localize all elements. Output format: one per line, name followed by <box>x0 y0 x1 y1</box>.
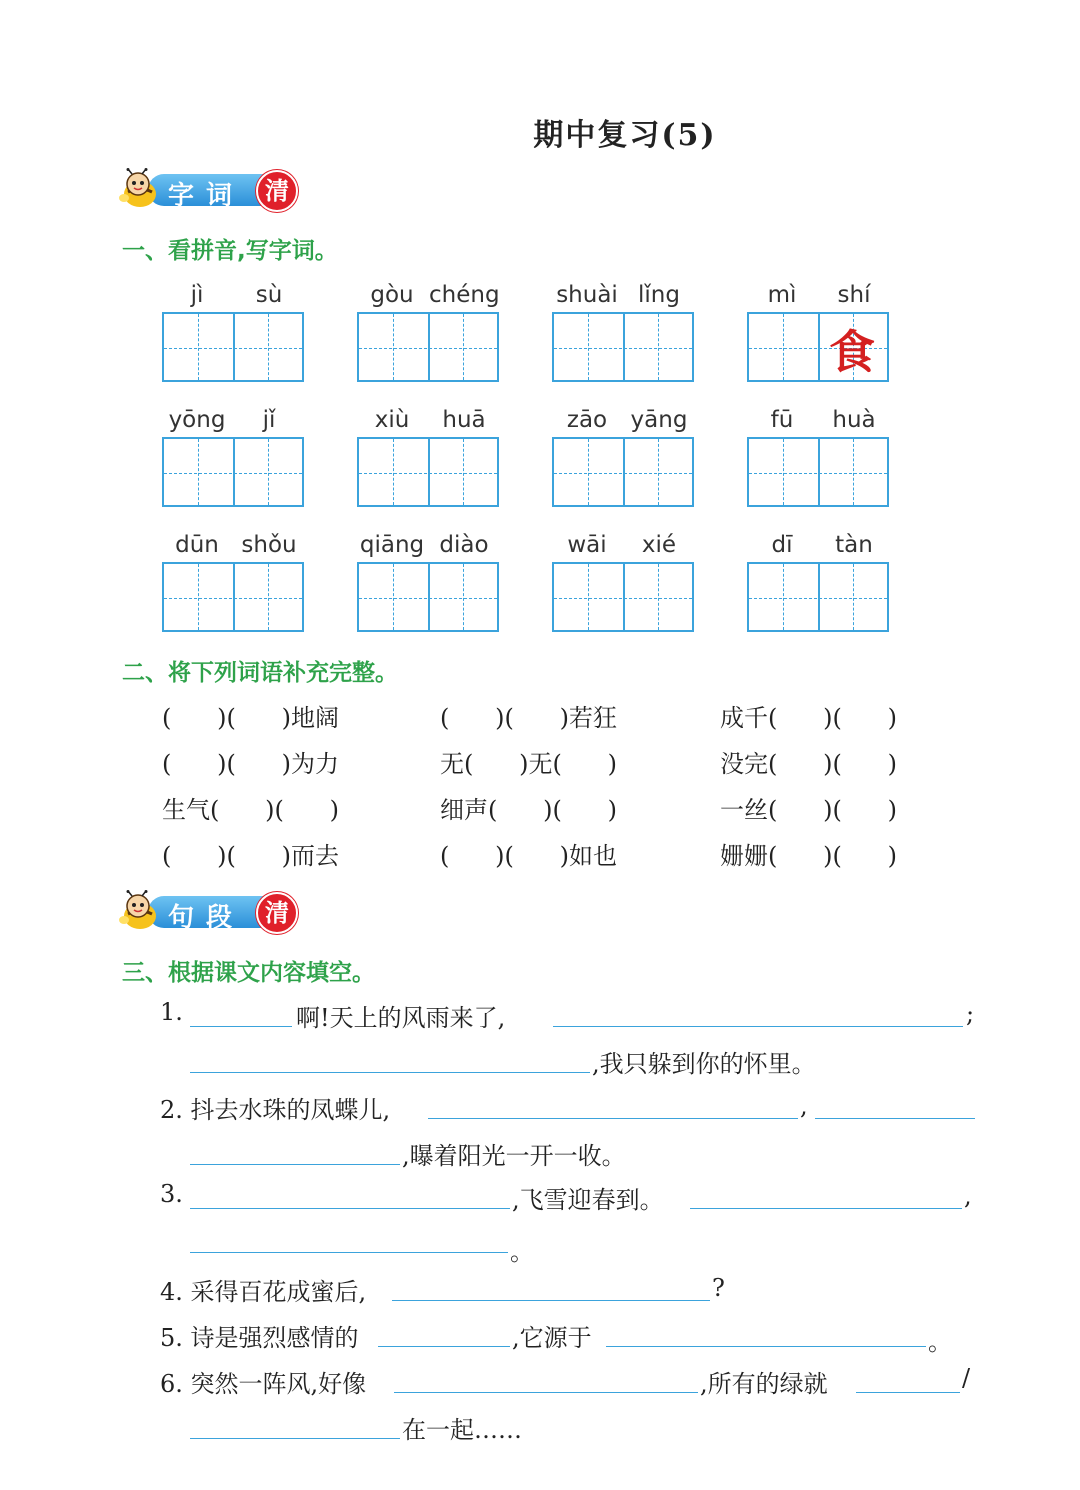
idiom-item[interactable]: 成千( )( ) <box>720 704 897 732</box>
q1-blank-3[interactable] <box>190 1072 590 1073</box>
grid-guide <box>588 439 589 505</box>
tianzige-box[interactable] <box>162 437 304 507</box>
grid-divider <box>818 564 820 630</box>
idiom-item[interactable]: ( )( )若狂 <box>440 704 617 732</box>
section-heading-pinyin: 一、看拼音,写字词。 <box>122 238 338 264</box>
tianzige-box[interactable] <box>552 312 694 382</box>
grid-divider <box>233 439 235 505</box>
q2-text-2: ,曝着阳光一开一收。 <box>402 1142 626 1170</box>
badge-seal: 清 <box>256 170 298 212</box>
section-heading-complete-words: 二、将下列词语补充完整。 <box>122 660 398 686</box>
tianzige-box[interactable] <box>747 562 889 632</box>
grid-divider <box>233 314 235 380</box>
grid-divider <box>818 314 820 380</box>
pinyin-syllable: gòu <box>370 282 414 308</box>
grid-guide <box>463 314 464 380</box>
q5-text-2: ,它源于 <box>512 1324 592 1352</box>
q6-blank-3[interactable] <box>190 1438 400 1439</box>
grid-guide <box>853 439 854 505</box>
grid-guide <box>359 473 497 474</box>
sample-character: 食 <box>829 325 875 379</box>
tianzige-box[interactable] <box>357 312 499 382</box>
grid-guide <box>554 348 692 349</box>
grid-guide <box>783 564 784 630</box>
pinyin-syllable: dūn <box>175 532 219 558</box>
pinyin-syllable: xié <box>641 532 677 558</box>
page-title: 期中复习(5) <box>533 118 717 153</box>
idiom-item[interactable]: 生气( )( ) <box>162 796 339 824</box>
q3-number: 3. <box>160 1180 183 1208</box>
pinyin-syllable: chéng <box>429 282 500 308</box>
grid-guide <box>393 314 394 380</box>
grid-guide <box>164 598 302 599</box>
tianzige-box[interactable] <box>552 562 694 632</box>
grid-guide <box>554 473 692 474</box>
q1-punct: ; <box>966 1000 975 1028</box>
q3-blank-2[interactable] <box>690 1208 962 1209</box>
pinyin-syllable: shí <box>837 282 871 308</box>
q5-blank-1[interactable] <box>378 1346 510 1347</box>
grid-guide <box>198 439 199 505</box>
q3-blank-3[interactable] <box>190 1252 508 1253</box>
grid-guide <box>783 439 784 505</box>
q3-text: ,飞雪迎春到。 <box>512 1186 664 1214</box>
grid-guide <box>359 348 497 349</box>
grid-guide <box>268 439 269 505</box>
q2-blank-2[interactable] <box>815 1118 975 1119</box>
idiom-item[interactable]: ( )( )地阔 <box>162 704 339 732</box>
idiom-item[interactable]: 无( )无( ) <box>440 750 617 778</box>
tianzige-box[interactable] <box>162 562 304 632</box>
q6-text-2: ,所有的绿就 <box>700 1370 828 1398</box>
grid-guide <box>393 564 394 630</box>
pinyin-syllable: lǐng <box>638 282 680 308</box>
tianzige-box[interactable] <box>162 312 304 382</box>
bee-mascot-icon <box>118 890 160 932</box>
pinyin-syllable: shuài <box>556 282 618 308</box>
q4-text: 4. 采得百花成蜜后, <box>160 1278 367 1306</box>
grid-divider <box>428 314 430 380</box>
grid-guide <box>658 564 659 630</box>
q5-blank-2[interactable] <box>606 1346 926 1347</box>
grid-guide <box>268 314 269 380</box>
idiom-item[interactable]: ( )( )而去 <box>162 842 339 870</box>
q6-slash: / <box>962 1364 971 1392</box>
grid-divider <box>623 564 625 630</box>
pinyin-syllable: wāi <box>567 532 607 558</box>
q2-blank-3[interactable] <box>190 1164 400 1165</box>
idiom-item[interactable]: 一丝( )( ) <box>720 796 897 824</box>
grid-guide <box>463 564 464 630</box>
grid-guide <box>853 564 854 630</box>
grid-guide <box>164 473 302 474</box>
grid-divider <box>818 439 820 505</box>
section-badge-words <box>118 164 308 214</box>
tianzige-box[interactable] <box>747 437 889 507</box>
section-badge-sentences <box>118 886 308 936</box>
q3-blank-1[interactable] <box>190 1208 510 1209</box>
q1-number: 1. <box>160 998 183 1026</box>
pinyin-syllable: dī <box>771 532 793 558</box>
grid-guide <box>164 348 302 349</box>
grid-guide <box>588 314 589 380</box>
q4-blank-1[interactable] <box>392 1300 710 1301</box>
q3-end: 。 <box>510 1238 534 1266</box>
grid-guide <box>749 598 887 599</box>
q5-end: 。 <box>928 1328 952 1356</box>
tianzige-box[interactable] <box>747 312 889 382</box>
grid-guide <box>198 564 199 630</box>
grid-guide <box>268 564 269 630</box>
grid-divider <box>428 439 430 505</box>
grid-guide <box>198 314 199 380</box>
tianzige-box[interactable] <box>552 437 694 507</box>
grid-guide <box>658 439 659 505</box>
grid-divider <box>623 439 625 505</box>
grid-divider <box>623 314 625 380</box>
grid-divider <box>233 564 235 630</box>
grid-guide <box>359 598 497 599</box>
q6-blank-1[interactable] <box>394 1392 698 1393</box>
pinyin-syllable: shǒu <box>241 532 297 558</box>
pinyin-syllable: yāng <box>630 407 688 433</box>
grid-guide <box>658 314 659 380</box>
idiom-item[interactable]: ( )( )如也 <box>440 842 617 870</box>
pinyin-syllable: jǐ <box>262 407 276 433</box>
grid-divider <box>428 564 430 630</box>
q1-blank-2[interactable] <box>553 1026 963 1027</box>
section-heading-fill-text: 三、根据课文内容填空。 <box>122 960 375 986</box>
badge-text: 句段 <box>168 903 245 933</box>
q1-blank-1[interactable] <box>190 1026 292 1027</box>
grid-guide <box>783 314 784 380</box>
q6-blank-2[interactable] <box>856 1392 960 1393</box>
pinyin-syllable: jì <box>190 282 204 308</box>
q2-blank-1[interactable] <box>428 1118 798 1119</box>
idiom-item[interactable]: 姗姗( )( ) <box>720 842 897 870</box>
tianzige-box[interactable] <box>357 437 499 507</box>
grid-guide <box>393 439 394 505</box>
tianzige-box[interactable] <box>357 562 499 632</box>
idiom-item[interactable]: 没完( )( ) <box>720 750 897 778</box>
pinyin-syllable: diào <box>439 532 489 558</box>
pinyin-syllable: sù <box>255 282 283 308</box>
pinyin-syllable: qiāng <box>359 532 425 558</box>
grid-guide <box>588 564 589 630</box>
grid-guide <box>554 598 692 599</box>
pinyin-syllable: zāo <box>566 407 608 433</box>
q2-punct: , <box>800 1092 808 1120</box>
pinyin-syllable: mì <box>767 282 797 308</box>
q6-text-3: 在一起…… <box>402 1416 522 1444</box>
q4-punct: ? <box>712 1274 725 1302</box>
grid-guide <box>463 439 464 505</box>
idiom-item[interactable]: 细声( )( ) <box>440 796 617 824</box>
badge-seal: 清 <box>256 892 298 934</box>
q6-text: 6. 突然一阵风,好像 <box>160 1370 367 1398</box>
q1-text-2: ,我只躲到你的怀里。 <box>592 1050 816 1078</box>
badge-text: 字词 <box>168 181 245 211</box>
pinyin-syllable: huā <box>442 407 486 433</box>
pinyin-syllable: xiù <box>374 407 410 433</box>
q2-text: 2. 抖去水珠的凤蝶儿, <box>160 1096 391 1124</box>
grid-guide <box>749 473 887 474</box>
pinyin-syllable: tàn <box>835 532 873 558</box>
pinyin-syllable: huà <box>832 407 876 433</box>
bee-mascot-icon <box>118 168 160 210</box>
q5-text: 5. 诗是强烈感情的 <box>160 1324 359 1352</box>
idiom-item[interactable]: ( )( )为力 <box>162 750 339 778</box>
pinyin-syllable: fū <box>770 407 794 433</box>
q1-text: 啊!天上的风雨来了, <box>296 1004 506 1032</box>
pinyin-syllable: yōng <box>168 407 226 433</box>
q3-punct: , <box>964 1182 972 1210</box>
